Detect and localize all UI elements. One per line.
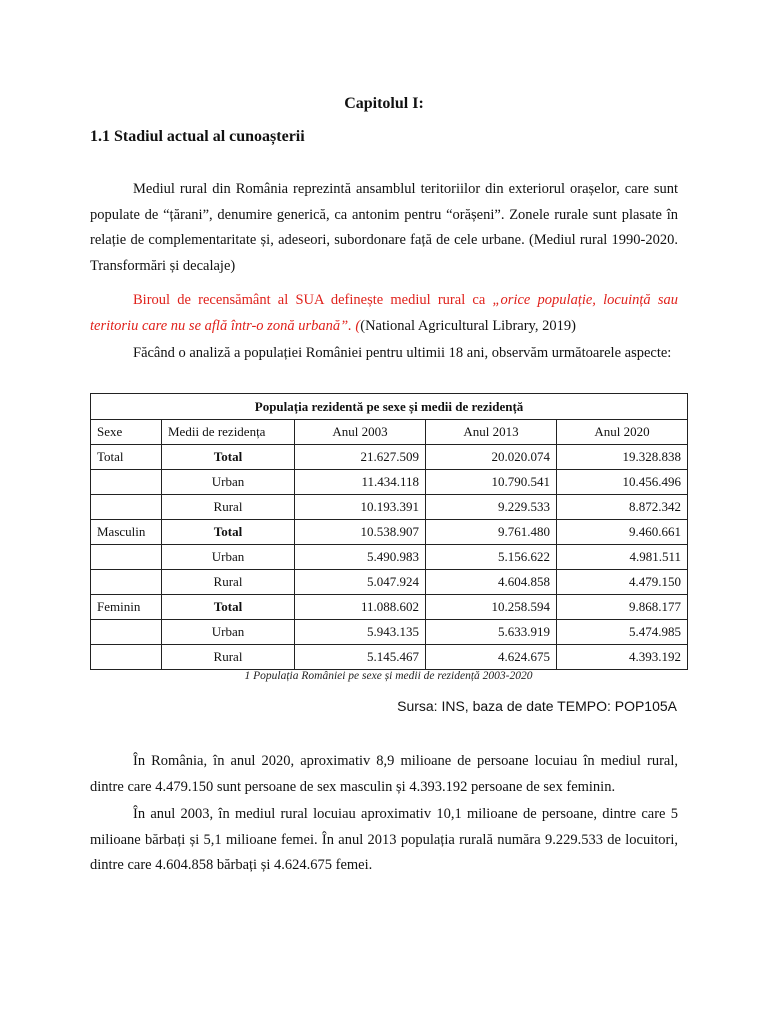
cell-2003: 5.490.983 <box>295 545 426 570</box>
cell-2003: 5.145.467 <box>295 645 426 670</box>
cell-2013: 5.633.919 <box>426 620 557 645</box>
paragraph-usa-census <box>90 288 678 339</box>
population-table <box>90 393 688 670</box>
cell-sex <box>91 495 162 520</box>
quote-text: „orice populație, locuință sau teritoriu care nu se află într-o zonă urbană”. ( <box>90 292 678 334</box>
paragraph-text: În anul 2003, în mediul rural locuiau aproximativ 10,1 milioane de persoane, dintre care 5 milioane bărbați și 5,1 milioane femei. În anul 2013 populația rurală număra 9.229.533 de locuitori, dintre care 4.604.858 bărbați și 4.624.675 femei. <box>90 806 678 873</box>
table-title-row <box>91 394 688 420</box>
table-header-row <box>91 420 688 445</box>
cell-2020: 9.868.177 <box>557 595 688 620</box>
cell-2013: 5.156.622 <box>426 545 557 570</box>
table-row <box>91 495 688 520</box>
cell-sex: Masculin <box>91 520 162 545</box>
cell-sex: Total <box>91 445 162 470</box>
paragraph-2020-summary <box>90 749 678 800</box>
cell-2003: 10.538.907 <box>295 520 426 545</box>
cell-medium: Rural <box>162 645 295 670</box>
table-row <box>91 620 688 645</box>
table-row <box>91 570 688 595</box>
cell-medium: Total <box>162 520 295 545</box>
paragraph-text: Făcând o analiză a populației României pentru ultimii 18 ani, observăm următoarele aspecte: <box>133 345 672 361</box>
header-2003: Anul 2003 <box>295 420 426 445</box>
table-caption: 1 Populația României pe sexe și medii de rezidență 2003-2020 <box>244 670 533 682</box>
cell-sex <box>91 545 162 570</box>
section-title: 1.1 Stadiul actual al cunoașterii <box>90 128 305 145</box>
cell-2003: 5.047.924 <box>295 570 426 595</box>
cell-medium: Total <box>162 595 295 620</box>
cell-2020: 5.474.985 <box>557 620 688 645</box>
cell-2003: 5.943.135 <box>295 620 426 645</box>
cell-2013: 10.790.541 <box>426 470 557 495</box>
header-2020: Anul 2020 <box>557 420 688 445</box>
table-row <box>91 545 688 570</box>
table-row <box>91 470 688 495</box>
header-2013: Anul 2013 <box>426 420 557 445</box>
cell-2013: 9.761.480 <box>426 520 557 545</box>
table-row <box>91 445 688 470</box>
cell-2013: 4.624.675 <box>426 645 557 670</box>
table-source: Sursa: INS, baza de date TEMPO: POP105A <box>397 698 677 714</box>
cell-2003: 21.627.509 <box>295 445 426 470</box>
paragraph-text: În România, în anul 2020, aproximativ 8,9 milioane de persoane locuiau în mediul rural, dintre care 4.479.150 sunt persoane de sex masculin și 4.393.192 persoane de sex feminin. <box>90 753 678 795</box>
cell-2020: 9.460.661 <box>557 520 688 545</box>
paragraph-rural-definition <box>90 177 678 279</box>
header-sexe: Sexe <box>91 420 162 445</box>
table-title: Populația rezidentă pe sexe și medii de rezidență <box>91 394 688 420</box>
cell-sex <box>91 570 162 595</box>
cell-medium: Rural <box>162 495 295 520</box>
paragraph-2003-2013-summary <box>90 802 678 879</box>
header-medii: Medii de rezidența <box>162 420 295 445</box>
cell-medium: Urban <box>162 470 295 495</box>
chapter-title: Capitolul I: <box>344 95 424 112</box>
cell-2003: 11.088.602 <box>295 595 426 620</box>
cell-sex <box>91 645 162 670</box>
cell-sex <box>91 620 162 645</box>
cell-medium: Urban <box>162 620 295 645</box>
cell-2020: 19.328.838 <box>557 445 688 470</box>
cell-2013: 10.258.594 <box>426 595 557 620</box>
cell-2013: 20.020.074 <box>426 445 557 470</box>
cell-2020: 4.479.150 <box>557 570 688 595</box>
cell-2013: 4.604.858 <box>426 570 557 595</box>
table-row <box>91 595 688 620</box>
cell-2020: 4.393.192 <box>557 645 688 670</box>
cell-2020: 4.981.511 <box>557 545 688 570</box>
cell-sex: Feminin <box>91 595 162 620</box>
table-row <box>91 520 688 545</box>
red-text: Biroul de recensământ al SUA definește mediul rural ca <box>133 292 493 308</box>
cell-medium: Urban <box>162 545 295 570</box>
cell-2003: 11.434.118 <box>295 470 426 495</box>
citation-text: (National Agricultural Library, 2019) <box>360 317 576 334</box>
cell-2020: 10.456.496 <box>557 470 688 495</box>
cell-2020: 8.872.342 <box>557 495 688 520</box>
cell-medium: Total <box>162 445 295 470</box>
paragraph-analysis-intro <box>90 341 678 367</box>
cell-2013: 9.229.533 <box>426 495 557 520</box>
table-row <box>91 645 688 670</box>
cell-2003: 10.193.391 <box>295 495 426 520</box>
cell-sex <box>91 470 162 495</box>
cell-medium: Rural <box>162 570 295 595</box>
paragraph-text: Mediul rural din România reprezintă ansamblul teritoriilor din exteriorul orașelor, care sunt populate de “țărani”, denumire generică, ca antonim pentru “orășeni”. Zonele rurale sunt plasate în relație de complementaritate și, adeseori, subordonare față de cele urbane. (Mediul rural 1990-2020. Transformări și decalaje) <box>90 181 678 274</box>
